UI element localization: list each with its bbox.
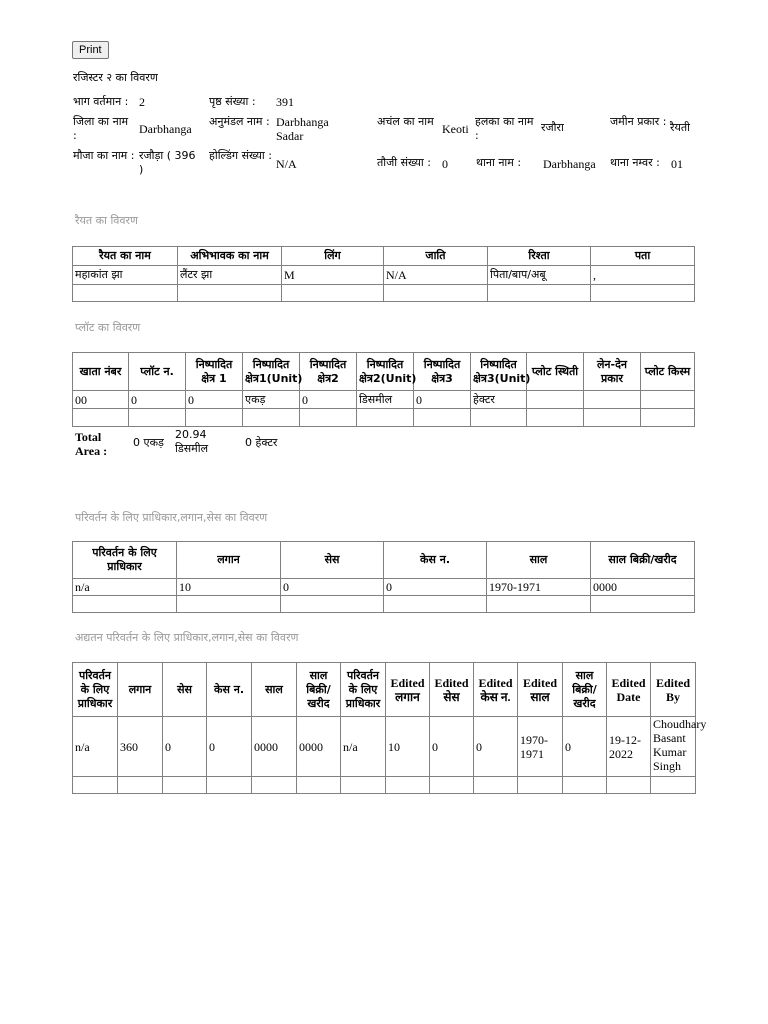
holding-label: होल्डिंग संख्या :	[209, 149, 272, 162]
table-cell: 0	[163, 717, 207, 777]
table-cell	[527, 391, 584, 409]
adyatan-header: परिवर्तन के लिए प्राधिकार	[73, 663, 118, 717]
raiyat-header: रैयत का नाम	[73, 247, 178, 266]
halka-value: रजौरा	[541, 121, 564, 134]
table-cell: M	[282, 266, 384, 285]
adyatan-header: Edited केस न.	[474, 663, 518, 717]
table-row	[73, 266, 695, 285]
table-cell	[584, 391, 641, 409]
parivartan-header: केस न.	[384, 542, 487, 579]
table-cell: 0	[384, 579, 487, 596]
adyatan-header: लगान	[118, 663, 163, 717]
table-cell	[386, 777, 430, 794]
total-area-hectare: 0 हेक्टर	[245, 436, 278, 449]
table-row	[73, 409, 695, 427]
table-cell	[518, 777, 563, 794]
table-cell	[163, 777, 207, 794]
adyatan-header: Edited By	[651, 663, 696, 717]
table-cell: एकड़	[243, 391, 300, 409]
parivartan-header: सेस	[281, 542, 384, 579]
raiyat-header: लिंग	[282, 247, 384, 266]
table-cell	[178, 285, 282, 302]
adyatan-header: Edited लगान	[386, 663, 430, 717]
table-cell	[73, 777, 118, 794]
table-cell	[73, 596, 177, 613]
table-cell	[129, 409, 186, 427]
table-cell: पिता/बाप/अबू	[488, 266, 591, 285]
jila-label: जिला का नाम :	[73, 115, 129, 142]
table-cell: 0	[430, 717, 474, 777]
plot-header: निष्पादित क्षेत्र2(Unit)	[357, 353, 414, 391]
table-cell: 10	[386, 717, 430, 777]
table-cell: n/a	[341, 717, 386, 777]
table-cell	[207, 777, 252, 794]
table-cell: 360	[118, 717, 163, 777]
anumandal-label: अनुमंडल नाम :	[209, 115, 270, 128]
table-cell	[641, 391, 695, 409]
table-cell: 0000	[297, 717, 341, 777]
table-cell	[281, 596, 384, 613]
jamin-value: रैयती	[670, 121, 690, 134]
parivartan-header: साल बिक्री/खरीद	[591, 542, 695, 579]
table-cell: हेक्टर	[471, 391, 527, 409]
table-cell	[282, 285, 384, 302]
table-row	[73, 596, 695, 613]
table-cell: 0	[129, 391, 186, 409]
jamin-label: जमीन प्रकार :	[610, 115, 667, 128]
table-cell	[118, 777, 163, 794]
table-row	[73, 391, 695, 409]
table-row	[73, 777, 696, 794]
mauja-value: रजौड़ा ( 396 )	[139, 149, 196, 176]
raiyat-header: अभिभावक का नाम	[178, 247, 282, 266]
anchal-label: अचंल का नाम	[377, 115, 434, 128]
table-cell	[563, 777, 607, 794]
table-cell	[471, 409, 527, 427]
adyatan-header: सेस	[163, 663, 207, 717]
bhag-value: 2	[139, 95, 145, 109]
thana-no-label: थाना नम्वर :	[610, 156, 660, 169]
table-cell: 0	[414, 391, 471, 409]
adyatan-header: साल बिक्री/ खरीद	[297, 663, 341, 717]
parivartan-header: साल	[487, 542, 591, 579]
plot-header: निष्पादित क्षेत्र 1	[186, 353, 243, 391]
adyatan-header: केस न.	[207, 663, 252, 717]
raiyat-header: जाति	[384, 247, 488, 266]
table-cell	[607, 777, 651, 794]
adyatan-header: साल	[252, 663, 297, 717]
plot-header: प्लोट किस्म	[641, 353, 695, 391]
plot-header: लेन-देन प्रकार	[584, 353, 641, 391]
plot-section-title: प्लॉट का विवरण	[75, 321, 141, 334]
table-cell: 0	[186, 391, 243, 409]
adyatan-header: परिवर्तन के लिए प्राधिकार	[341, 663, 386, 717]
jila-value: Darbhanga	[139, 122, 192, 136]
table-cell: n/a	[73, 579, 177, 596]
table-cell	[414, 409, 471, 427]
prishth-label: पृष्ठ संख्या :	[209, 95, 256, 108]
plot-header: निष्पादित क्षेत्र2	[300, 353, 357, 391]
table-cell: 0000	[591, 579, 695, 596]
parivartan-table	[72, 541, 695, 613]
parivartan-section-title: परिवर्तन के लिए प्राधिकार,लगान,सेस का विवरण	[75, 511, 268, 524]
parivartan-header: परिवर्तन के लिए प्राधिकार	[73, 542, 177, 579]
adyatan-header: साल बिक्री/ खरीद	[563, 663, 607, 717]
table-cell	[357, 409, 414, 427]
adyatan-header-row	[73, 663, 696, 717]
adyatan-header: Edited सेस	[430, 663, 474, 717]
holding-value: N/A	[276, 157, 297, 171]
table-cell: 0	[300, 391, 357, 409]
adyatan-header: Edited साल	[518, 663, 563, 717]
raiyat-header-row	[73, 247, 695, 266]
thana-no-value: 01	[671, 157, 683, 171]
print-button[interactable]: Print	[72, 41, 109, 59]
table-cell: 0	[474, 717, 518, 777]
table-cell	[584, 409, 641, 427]
table-cell	[641, 409, 695, 427]
table-cell: 0	[281, 579, 384, 596]
adyatan-header: Edited Date	[607, 663, 651, 717]
table-cell	[651, 777, 696, 794]
table-cell: 0	[207, 717, 252, 777]
table-cell: महाकांत झा	[73, 266, 178, 285]
table-cell: 0000	[252, 717, 297, 777]
parivartan-header-row	[73, 542, 695, 579]
raiyat-header: रिश्ता	[488, 247, 591, 266]
plot-header: निष्पादित क्षेत्र1(Unit)	[243, 353, 300, 391]
table-cell: ,	[591, 266, 695, 285]
prishth-value: 391	[276, 95, 294, 109]
tauji-value: 0	[442, 157, 448, 171]
total-area-decimal: 20.94 डिसमील	[175, 428, 209, 455]
plot-header: प्लोट स्थिती	[527, 353, 584, 391]
table-cell	[591, 285, 695, 302]
register-title: रजिस्टर २ का विवरण	[73, 71, 158, 84]
table-cell	[487, 596, 591, 613]
table-cell: लैंटर झा	[178, 266, 282, 285]
parivartan-header: लगान	[177, 542, 281, 579]
table-row	[73, 717, 696, 777]
table-cell: Choudhary Basant Kumar Singh	[651, 717, 696, 777]
thana-label: थाना नाम :	[476, 156, 522, 169]
plot-table	[72, 352, 695, 427]
adyatan-section-title: अद्यतन परिवर्तन के लिए प्राधिकार,लगान,सेस का विवरण	[75, 631, 299, 644]
table-row	[73, 579, 695, 596]
table-cell	[252, 777, 297, 794]
thana-value: Darbhanga	[543, 157, 596, 171]
table-cell: 0	[563, 717, 607, 777]
table-cell	[300, 409, 357, 427]
table-cell: 1970-1971	[518, 717, 563, 777]
table-cell: डिसमील	[357, 391, 414, 409]
mauja-label: मौजा का नाम :	[73, 149, 135, 162]
tauji-label: तौजी संख्या :	[377, 156, 431, 169]
table-cell	[384, 596, 487, 613]
plot-header: निष्पादित क्षेत्र3(Unit)	[471, 353, 527, 391]
table-cell	[297, 777, 341, 794]
table-cell	[527, 409, 584, 427]
adyatan-table	[72, 662, 707, 794]
total-area-acre: 0 एकड़	[133, 436, 164, 449]
table-cell	[177, 596, 281, 613]
anumandal-value: Darbhanga Sadar	[276, 115, 329, 143]
table-cell	[186, 409, 243, 427]
raiyat-section-title: रैयत का विवरण	[75, 214, 138, 227]
raiyat-header: पता	[591, 247, 695, 266]
table-cell	[488, 285, 591, 302]
table-cell: 10	[177, 579, 281, 596]
table-cell	[591, 596, 695, 613]
halka-label: हलका का नाम :	[475, 115, 534, 142]
plot-header: निष्पादित क्षेत्र3	[414, 353, 471, 391]
table-cell: n/a	[73, 717, 118, 777]
bhag-label: भाग वर्तमान :	[73, 95, 129, 108]
table-cell	[384, 285, 488, 302]
plot-header: प्लॉट न.	[129, 353, 186, 391]
total-area-label: Total Area :	[75, 430, 108, 458]
table-row	[73, 285, 695, 302]
anchal-value: Keoti	[442, 122, 469, 136]
table-cell	[474, 777, 518, 794]
plot-header-row	[73, 353, 695, 391]
table-cell	[73, 285, 178, 302]
plot-header: खाता नंबर	[73, 353, 129, 391]
table-cell	[341, 777, 386, 794]
raiyat-table	[72, 246, 695, 302]
table-cell	[243, 409, 300, 427]
table-cell: 00	[73, 391, 129, 409]
table-cell: 1970-1971	[487, 579, 591, 596]
table-cell	[73, 409, 129, 427]
table-cell: N/A	[384, 266, 488, 285]
table-cell	[430, 777, 474, 794]
table-cell: 19-12-2022	[607, 717, 651, 777]
